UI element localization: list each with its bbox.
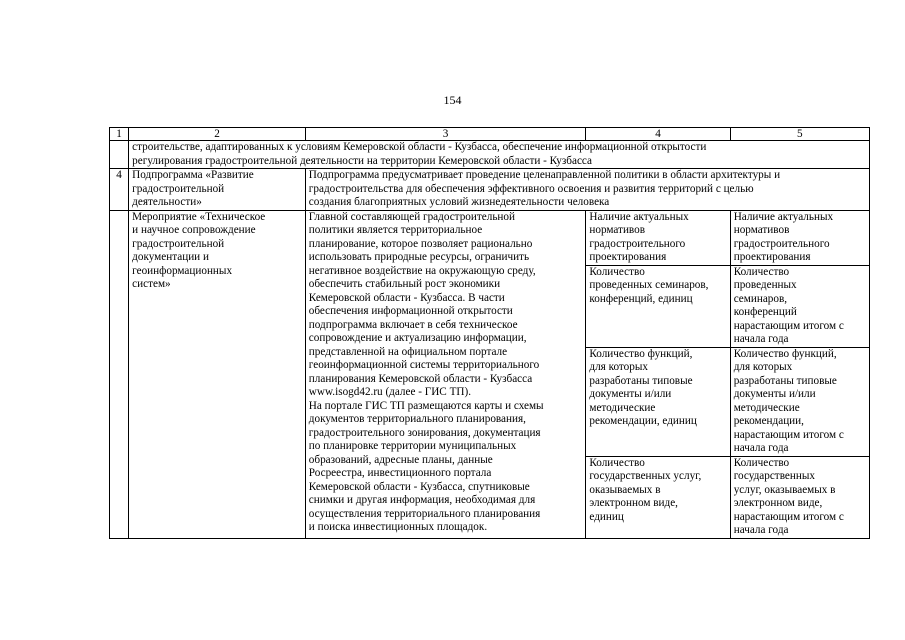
subprogram-name: Подпрограмма «Развитие градостроительной деятельности» xyxy=(129,169,306,211)
measure-description: Главной составляющей градостроительной политики является территориальное планирование, которое позволяет рационально использовать природные ресурсы, ограничить негативное воздействие на окружающую среду, обеспечить стабильный рост экономики Кемеровской области - Кузбасса. В части обеспечения информационной открытости подпрограмма включает в себя техническое сопровождение и актуализацию информации, представленной на официальном портале геоинформационной системы территориального планирования Кемеровской области - Кузбасса www.isogd42.ru (далее - ГИС ТП). На портале ГИС ТП размещаются карты и схемы документов территориального планирования, градостроительного зонирования, документация по планировке территории муниципальных образований, адресные планы, данные Росреестра, инвестиционного портала Кемеровской области - Кузбасса, спутниковые снимки и другая информация, необходимая для осуществления территориального планирования и поиска инвестиционных площадок. xyxy=(305,210,586,538)
page-number: 154 xyxy=(443,93,462,107)
indicator-1-value: Наличие актуальных нормативов градостроительного проектирования xyxy=(730,210,869,265)
indicator-2-value: Количество проведенных семинаров, конференций нарастающим итогом с начала года xyxy=(730,265,869,347)
header-cell-3: 3 xyxy=(305,128,586,141)
indicator-3-value: Количество функций, для которых разработаны типовые документы и/или методические рекомендации, нарастающим итогом с начала года xyxy=(730,347,869,456)
indicator-3-unit: Количество функций, для которых разработаны типовые документы и/или методические рекомендации, единиц xyxy=(586,347,730,456)
header-cell-5: 5 xyxy=(730,128,869,141)
header-row xyxy=(110,128,870,141)
measure-name: Мероприятие «Техническое и научное сопровождение градостроительной документации и геоинформационных систем» xyxy=(129,210,306,538)
header-cell-1: 1 xyxy=(110,128,129,141)
header-cell-2: 2 xyxy=(129,128,306,141)
subprogram-number: 4 xyxy=(110,169,129,211)
measure-number-cell xyxy=(110,210,129,538)
indicator-4-value: Количество государственных услуг, оказываемых в электронном виде, нарастающим итогом с начала года xyxy=(730,456,869,538)
program-table xyxy=(109,127,870,539)
continuation-number-cell xyxy=(110,141,129,169)
continuation-row xyxy=(110,141,870,169)
indicator-1-unit: Наличие актуальных нормативов градостроительного проектирования xyxy=(586,210,730,265)
subprogram-row xyxy=(110,169,870,211)
indicator-4-unit: Количество государственных услуг, оказываемых в электронном виде, единиц xyxy=(586,456,730,538)
subprogram-goal: Подпрограмма предусматривает проведение целенаправленной политики в области архитектуры и градостроительства для обеспечения эффективного освоения и развития территорий с целью создания благоприятных условий жизнедеятельности человека xyxy=(305,169,869,211)
header-cell-4: 4 xyxy=(586,128,730,141)
continuation-text: строительстве, адаптированных к условиям Кемеровской области - Кузбасса, обеспечение информационной открытости регулирования градостроительной деятельности на территории Кемеровской области - Кузбасса xyxy=(129,141,870,169)
measure-row xyxy=(110,210,870,265)
indicator-2-unit: Количество проведенных семинаров, конференций, единиц xyxy=(586,265,730,347)
